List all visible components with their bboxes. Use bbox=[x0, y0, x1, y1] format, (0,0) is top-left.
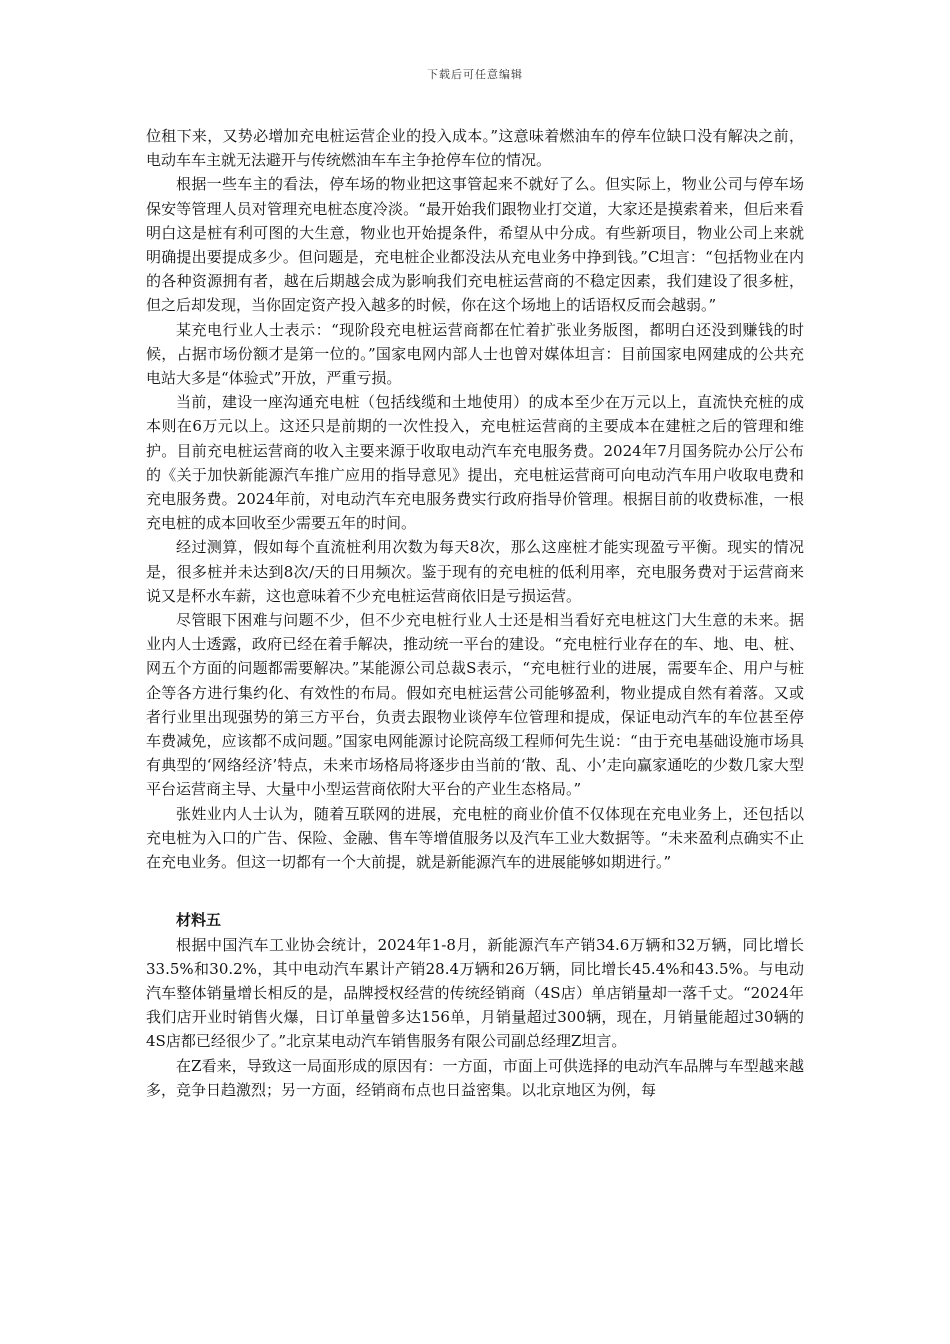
paragraph-causes: 在Z看来，导致这一局面形成的原因有：一方面，市面上可供选择的电动汽车品牌与车型越来越多，竞争日趋激烈；另一方面，经销商布点也日益密集。以北京地区为例，每 bbox=[146, 1056, 804, 1099]
paragraph-sales-statistics: 根据中国汽车工业协会统计，2024年1-8月，新能源汽车产销34.6万辆和32万辆，同比增长33.5%和30.2%，其中电动汽车累计产销28.4万辆和26万辆，同比增长45.4%和43.5%。与电动汽车整体销量增长相反的是，品牌授权经营的传统经销商（4S店）单店销量却一落千丈。“2024年我们店开业时销售火爆，日订单量曾多达156单，月销量超过300辆，现在，月销量能超过30辆的4S店都已经很少了。”北京某电动汽车销售服务有限公司副总经理Z坦言。 bbox=[146, 935, 804, 1051]
page-header: 下载后可任意编辑 bbox=[427, 68, 523, 81]
document-body bbox=[146, 124, 804, 1102]
paragraph-construction-cost: 当前，建设一座沟通充电桩（包括线缆和土地使用）的成本至少在万元以上，直流快充桩的成本则在6万元以上。这还只是前期的一次性投入，充电桩运营商的主要成本在建桩之后的管理和维护。目前充电桩运营商的收入主要来源于收取电动汽车充电服务费。2024年7月国务院办公厅公布的《关于加快新能源汽车推广应用的指导意见》提出，充电桩运营商可向电动汽车用户收取电费和充电服务费。2024年前，对电动汽车充电服务费实行政府指导价管理。根据目前的收费标准，一根充电桩的成本回收至少需要五年的时间。 bbox=[146, 393, 804, 533]
paragraph-break-even: 经过测算，假如每个直流桩利用次数为每天8次，那么这座桩才能实现盈亏平衡。现实的情况是，很多桩并未达到8次/天的日用频次。鉴于现有的充电桩的低利用率，充电服务费对于运营商来说又是杯水车薪，这也意味着不少充电桩运营商依旧是亏损运营。 bbox=[146, 538, 804, 605]
paragraph-continued: 位租下来，又势必增加充电桩运营企业的投入成本。”这意味着燃油车的停车位缺口没有解决之前，电动车车主就无法避开与传统燃油车车主争抢停车位的情况。 bbox=[146, 127, 804, 170]
paragraph-industry-future: 尽管眼下困难与问题不少，但不少充电桩行业人士还是相当看好充电桩这门大生意的未来。据业内人士透露，政府已经在着手解决，推动统一平台的建设。“充电桩行业存在的车、地、电、桩、网五个方面的问题都需要解决。”某能源公司总裁S表示，“充电桩行业的进展，需要车企、用户与桩企等各方进行集约化、有效性的布局。假如充电桩运营公司能够盈利，物业提成自然有着落。又或者行业里出现强势的第三方平台，负责去跟物业谈停车位管理和提成，保证电动汽车的车位甚至停车费减免，应该都不成问题。”国家电网能源讨论院高级工程师何先生说：“由于充电基础设施市场具有典型的‘网络经济’特点，未来市场格局将逐步由当前的‘散、乱、小’走向赢家通吃的少数几家大型平台运营商主导、大量中小型运营商依附大平台的产业生态格局。” bbox=[146, 611, 804, 799]
section-heading-material-5: 材料五 bbox=[176, 911, 222, 930]
paragraph-property-management: 根据一些车主的看法，停车场的物业把这事管起来不就好了么。但实际上，物业公司与停车场保安等管理人员对管理充电桩态度冷淡。“最开始我们跟物业打交道，大家还是摸索着来，但后来看明白这是桩有利可图的大生意，物业也开始提条件，希望从中分成。有些新项目，物业公司上来就明确提出要提成多少。但问题是，充电桩企业都没法从充电业务中挣到钱。”C坦言：“包括物业在内的各种资源拥有者，越在后期越会成为影响我们充电桩运营商的不稳定因素，我们建设了很多桩，但之后却发现，当你固定资产投入越多的时候，你在这个场地上的话语权反而会越弱。” bbox=[146, 175, 804, 315]
paragraph-value-added-services: 张姓业内人士认为，随着互联网的进展，充电桩的商业价值不仅体现在充电业务上，还包括以充电桩为入口的广告、保险、金融、售车等增值服务以及汽车工业大数据等。“未来盈利点确实不止在充电业务。但这一切都有一个大前提，就是新能源汽车的进展能够如期进行。” bbox=[146, 804, 804, 872]
paragraph-industry-view: 某充电行业人士表示：“现阶段充电桩运营商都在忙着扩张业务版图，都明白还没到赚钱的时候，占据市场份额才是第一位的。”国家电网内部人士也曾对媒体坦言：目前国家电网建成的公共充电站大多是“体验式”开放，严重亏损。 bbox=[146, 320, 804, 388]
